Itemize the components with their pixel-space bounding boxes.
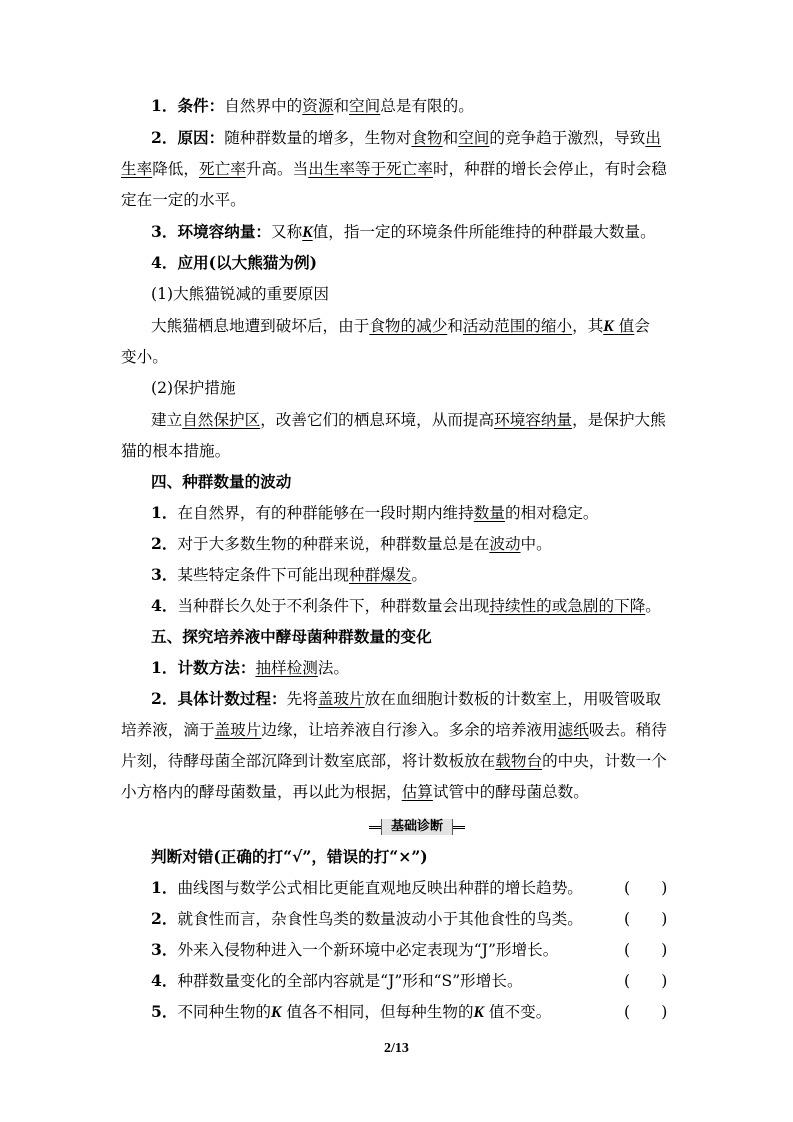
item-label: 条件： <box>177 96 225 115</box>
quiz-item-4: 4．种群数量变化的全部内容就是“J”形和“S”形增长。 <box>151 971 523 990</box>
fluctuation-item-3: 3．某些特定条件下可能出现种群爆发。 <box>151 565 427 584</box>
k-symbol: K <box>603 318 614 335</box>
underlined-answer: 环境容纳量 <box>494 411 573 429</box>
underlined-answer: 死亡率 <box>199 160 246 178</box>
underlined-answer: 载物台 <box>495 752 543 770</box>
underlined-answer: 出生率等于死亡率 <box>308 160 433 178</box>
page-number: 2/13 <box>384 1041 409 1056</box>
answer-blank[interactable]: ( ) <box>624 941 668 959</box>
underlined-answer: 空间 <box>458 129 490 147</box>
paragraph-decline: 大熊猫栖息地遭到破坏后，由于食物的减少和活动范围的缩小，其K 值会 <box>151 317 650 335</box>
item-cause-cont: 生率降低，死亡率升高。当出生率等于死亡率时，种群的增长会停止，有时会稳 <box>121 160 667 178</box>
underlined-answer: 抽样检测 <box>255 659 318 677</box>
underlined-answer: 生率 <box>121 160 153 178</box>
item-carrying-capacity: 3．环境容纳量：又称K值，指一定的环境条件所能维持的种群最大数量。 <box>151 222 656 241</box>
item-cause-cont2: 定在一定的水平。 <box>121 191 246 209</box>
badge-label: 基础诊断 <box>390 819 443 834</box>
underlined-answer: 资源 <box>302 97 334 115</box>
underlined-answer: 估算 <box>401 783 433 801</box>
answer-blank[interactable]: ( ) <box>624 910 668 928</box>
item-number: 1． <box>151 96 178 115</box>
item-label: 原因： <box>177 128 225 147</box>
quiz-item-1: 1．曲线图与数学公式相比更能直观地反映出种群的增长趋势。 <box>151 878 583 897</box>
paragraph-decline-cont: 变小。 <box>121 348 168 366</box>
quiz-item-5: 5．不同种生物的K 值各不相同，但每种生物的K 值不变。 <box>151 1002 552 1021</box>
yeast-item-1: 1．计数方法：抽样检测法。 <box>151 658 350 677</box>
underlined-answer: 空间 <box>349 97 381 115</box>
quiz-instruction: 判断对错(正确的打“√”，错误的打“×”) <box>151 847 428 866</box>
k-symbol: K <box>271 1004 282 1021</box>
section-heading-yeast: 五、探究培养液中酵母菌种群数量的变化 <box>151 627 432 646</box>
underlined-answer: 种群爆发 <box>349 566 412 584</box>
yeast-item-2-cont3: 小方格内的酵母菌数量，再以此为根据，估算试管中的酵母菌总数。 <box>121 783 589 801</box>
fluctuation-item-1: 1．在自然界，有的种群能够在一段时期内维持数量的相对稳定。 <box>151 503 599 522</box>
item-cause: 2．原因：随种群数量的增多，生物对食物和空间的竞争趋于激烈，导致出 <box>151 128 661 147</box>
yeast-item-2: 2．具体计数过程：先将盖玻片放在血细胞计数板的计数室上，用吸管吸取 <box>151 689 661 708</box>
section-badge <box>369 818 465 836</box>
k-symbol: K <box>473 1004 484 1021</box>
yeast-item-2-cont2: 片刻，待酵母菌全部沉降到计数室底部，将计数板放在载物台的中央，计数一个 <box>121 752 667 770</box>
underlined-answer: 盖玻片 <box>317 690 365 708</box>
quiz-item-2: 2．就食性而言，杂食性鸟类的数量波动小于其他食性的鸟类。 <box>151 909 583 928</box>
section-heading-fluctuation: 四、种群数量的波动 <box>151 472 292 491</box>
quiz-item-3: 3．外来入侵物种进入一个新环境中必定表现为“J”形增长。 <box>151 940 559 959</box>
underlined-answer: 自然保护区 <box>182 411 261 429</box>
underlined-answer: 活动范围的缩小 <box>462 317 573 335</box>
underlined-answer: 出 <box>645 129 661 147</box>
item-condition: 1．条件：自然界中的资源和空间总是有限的。 <box>151 96 474 115</box>
paragraph-protection-cont: 猫的根本措施。 <box>121 442 231 460</box>
underlined-answer: 盖玻片 <box>214 721 262 739</box>
answer-blank[interactable]: ( ) <box>624 879 668 897</box>
yeast-item-2-cont: 培养液，滴于盖玻片边缘，让培养液自行渗入。多余的培养液用滤纸吸去。稍待 <box>121 721 667 739</box>
underlined-answer: 食物 <box>411 129 443 147</box>
subheading-decline-reason: (1)大熊猫锐减的重要原因 <box>151 285 330 303</box>
paragraph-protection: 建立自然保护区，改善它们的栖息环境，从而提高环境容纳量，是保护大熊 <box>151 411 666 429</box>
item-application: 4．应用(以大熊猫为例) <box>151 253 317 272</box>
underlined-answer: 滤纸 <box>557 721 589 739</box>
subheading-protection: (2)保护措施 <box>151 379 236 397</box>
fluctuation-item-4: 4．当种群长久处于不利条件下，种群数量会出现持续性的或急剧的下降。 <box>151 596 661 615</box>
underlined-answer: 食物的减少 <box>369 317 448 335</box>
underlined-answer: 持续性的或急剧的下降 <box>489 597 646 615</box>
k-symbol: K <box>302 224 313 241</box>
underlined-answer: 数量 <box>473 504 505 522</box>
answer-blank[interactable]: ( ) <box>624 972 668 990</box>
item-label: 环境容纳量： <box>177 222 272 241</box>
fluctuation-item-2: 2．对于大多数生物的种群来说，种群数量总是在波动中。 <box>151 534 552 553</box>
answer-blank[interactable]: ( ) <box>624 1003 668 1021</box>
underlined-answer: 波动 <box>489 535 521 553</box>
